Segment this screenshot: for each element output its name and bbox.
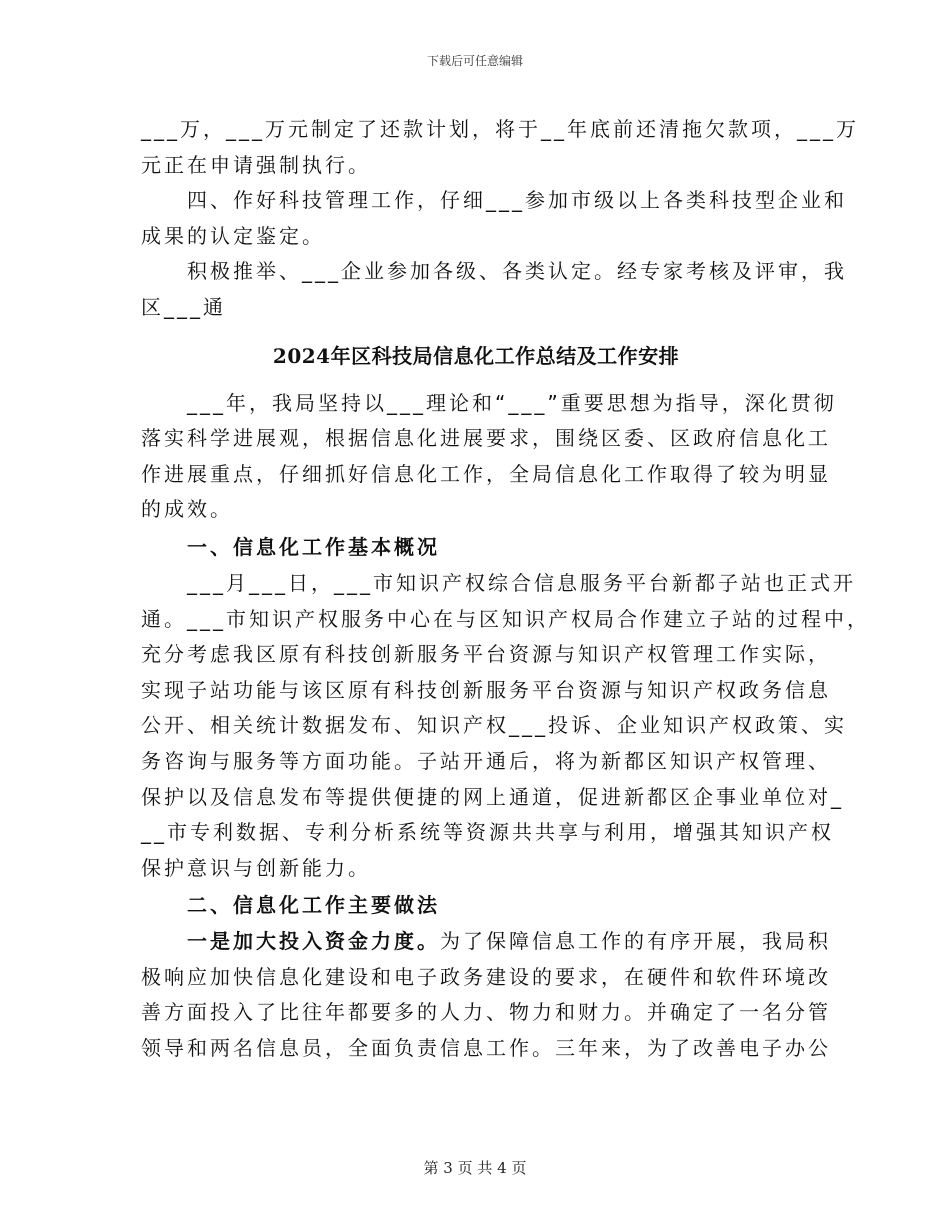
page-footer: 第 3 页 共 4 页	[423, 1159, 527, 1177]
text-line: 实现子站功能与该区原有科技创新服务平台资源与知识产权政务信息	[141, 677, 831, 702]
document-title: 2024年区科技局信息化工作总结及工作安排	[272, 343, 680, 368]
paragraph	[141, 112, 859, 183]
text-line: 作进展重点，仔细抓好信息化工作，全局信息化工作取得了较为明显	[141, 461, 831, 486]
paragraph	[141, 183, 847, 254]
section2-paragraph	[141, 924, 831, 1066]
text-line: 公开、相关统计数据发布、知识产权___投诉、企业知识产权政策、实	[141, 713, 847, 738]
text-line: 成果的认定鉴定。	[141, 223, 325, 248]
text-line: 落实科学进展观，根据信息化进展要求，围绕区委、区政府信息化工	[141, 426, 831, 451]
text-line: ___月___日，___市知识产权综合信息服务平台新都子站也正式开	[187, 570, 856, 595]
text-line: 极响应加快信息化建设和电子政务建设的要求，在硬件和软件环境改	[141, 964, 831, 989]
text-line: 四、作好科技管理工作，仔细___参加市级以上各类科技型企业和	[187, 188, 847, 213]
text-line: 区___通	[141, 294, 226, 319]
text-line: 保护以及信息发布等提供便捷的网上通道，促进新都区企事业单位对_	[141, 784, 844, 809]
text-line: 务咨询与服务等方面功能。子站开通后，将为新都区知识产权管理、	[141, 748, 831, 773]
page-header: 下载后可任意编辑	[426, 54, 523, 68]
section-heading: 二、信息化工作主要做法	[187, 893, 440, 918]
text-line: 善方面投入了比往年都要多的人力、物力和财力。并确定了一名分管	[141, 1000, 831, 1025]
text-line: 保护意识与创新能力。	[141, 855, 371, 880]
bold-lead: 一是加大投入资金力度。	[187, 929, 440, 954]
section1-paragraph	[141, 566, 870, 886]
text-line: 元正在申请强制执行。	[141, 152, 371, 177]
text-line: 充分考虑我区原有科技创新服务平台资源与知识产权管理工作实际，	[141, 642, 831, 667]
text-line: 的成效。	[141, 497, 233, 522]
text-line: ___万，___万元制定了还款计划，将于__年底前还清拖欠款项，___万	[141, 117, 859, 141]
text-line: ___年，我局坚持以___理论和“___”重要思想为指导，深化贯彻	[187, 390, 837, 415]
lead-rest: 为了保障信息工作的有序开展，我局积	[440, 929, 831, 954]
text-line: 积极推举、___企业参加各级、各类认定。经专家考核及评审，我	[187, 259, 847, 284]
text-line: __市专利数据、专利分析系统等资源共共享与利用，增强其知识产权	[141, 820, 834, 845]
intro-paragraph	[141, 386, 837, 528]
text-line	[141, 924, 831, 960]
section-heading: 一、信息化工作基本概况	[187, 534, 440, 559]
paragraph	[141, 254, 847, 325]
text-line: 领导和两名信息员，全面负责信息工作。三年来，为了改善电子办公	[141, 1036, 831, 1061]
text-line: 通。___市知识产权服务中心在与区知识产权局合作建立子站的过程中，	[141, 606, 870, 631]
document-body	[141, 112, 870, 1067]
